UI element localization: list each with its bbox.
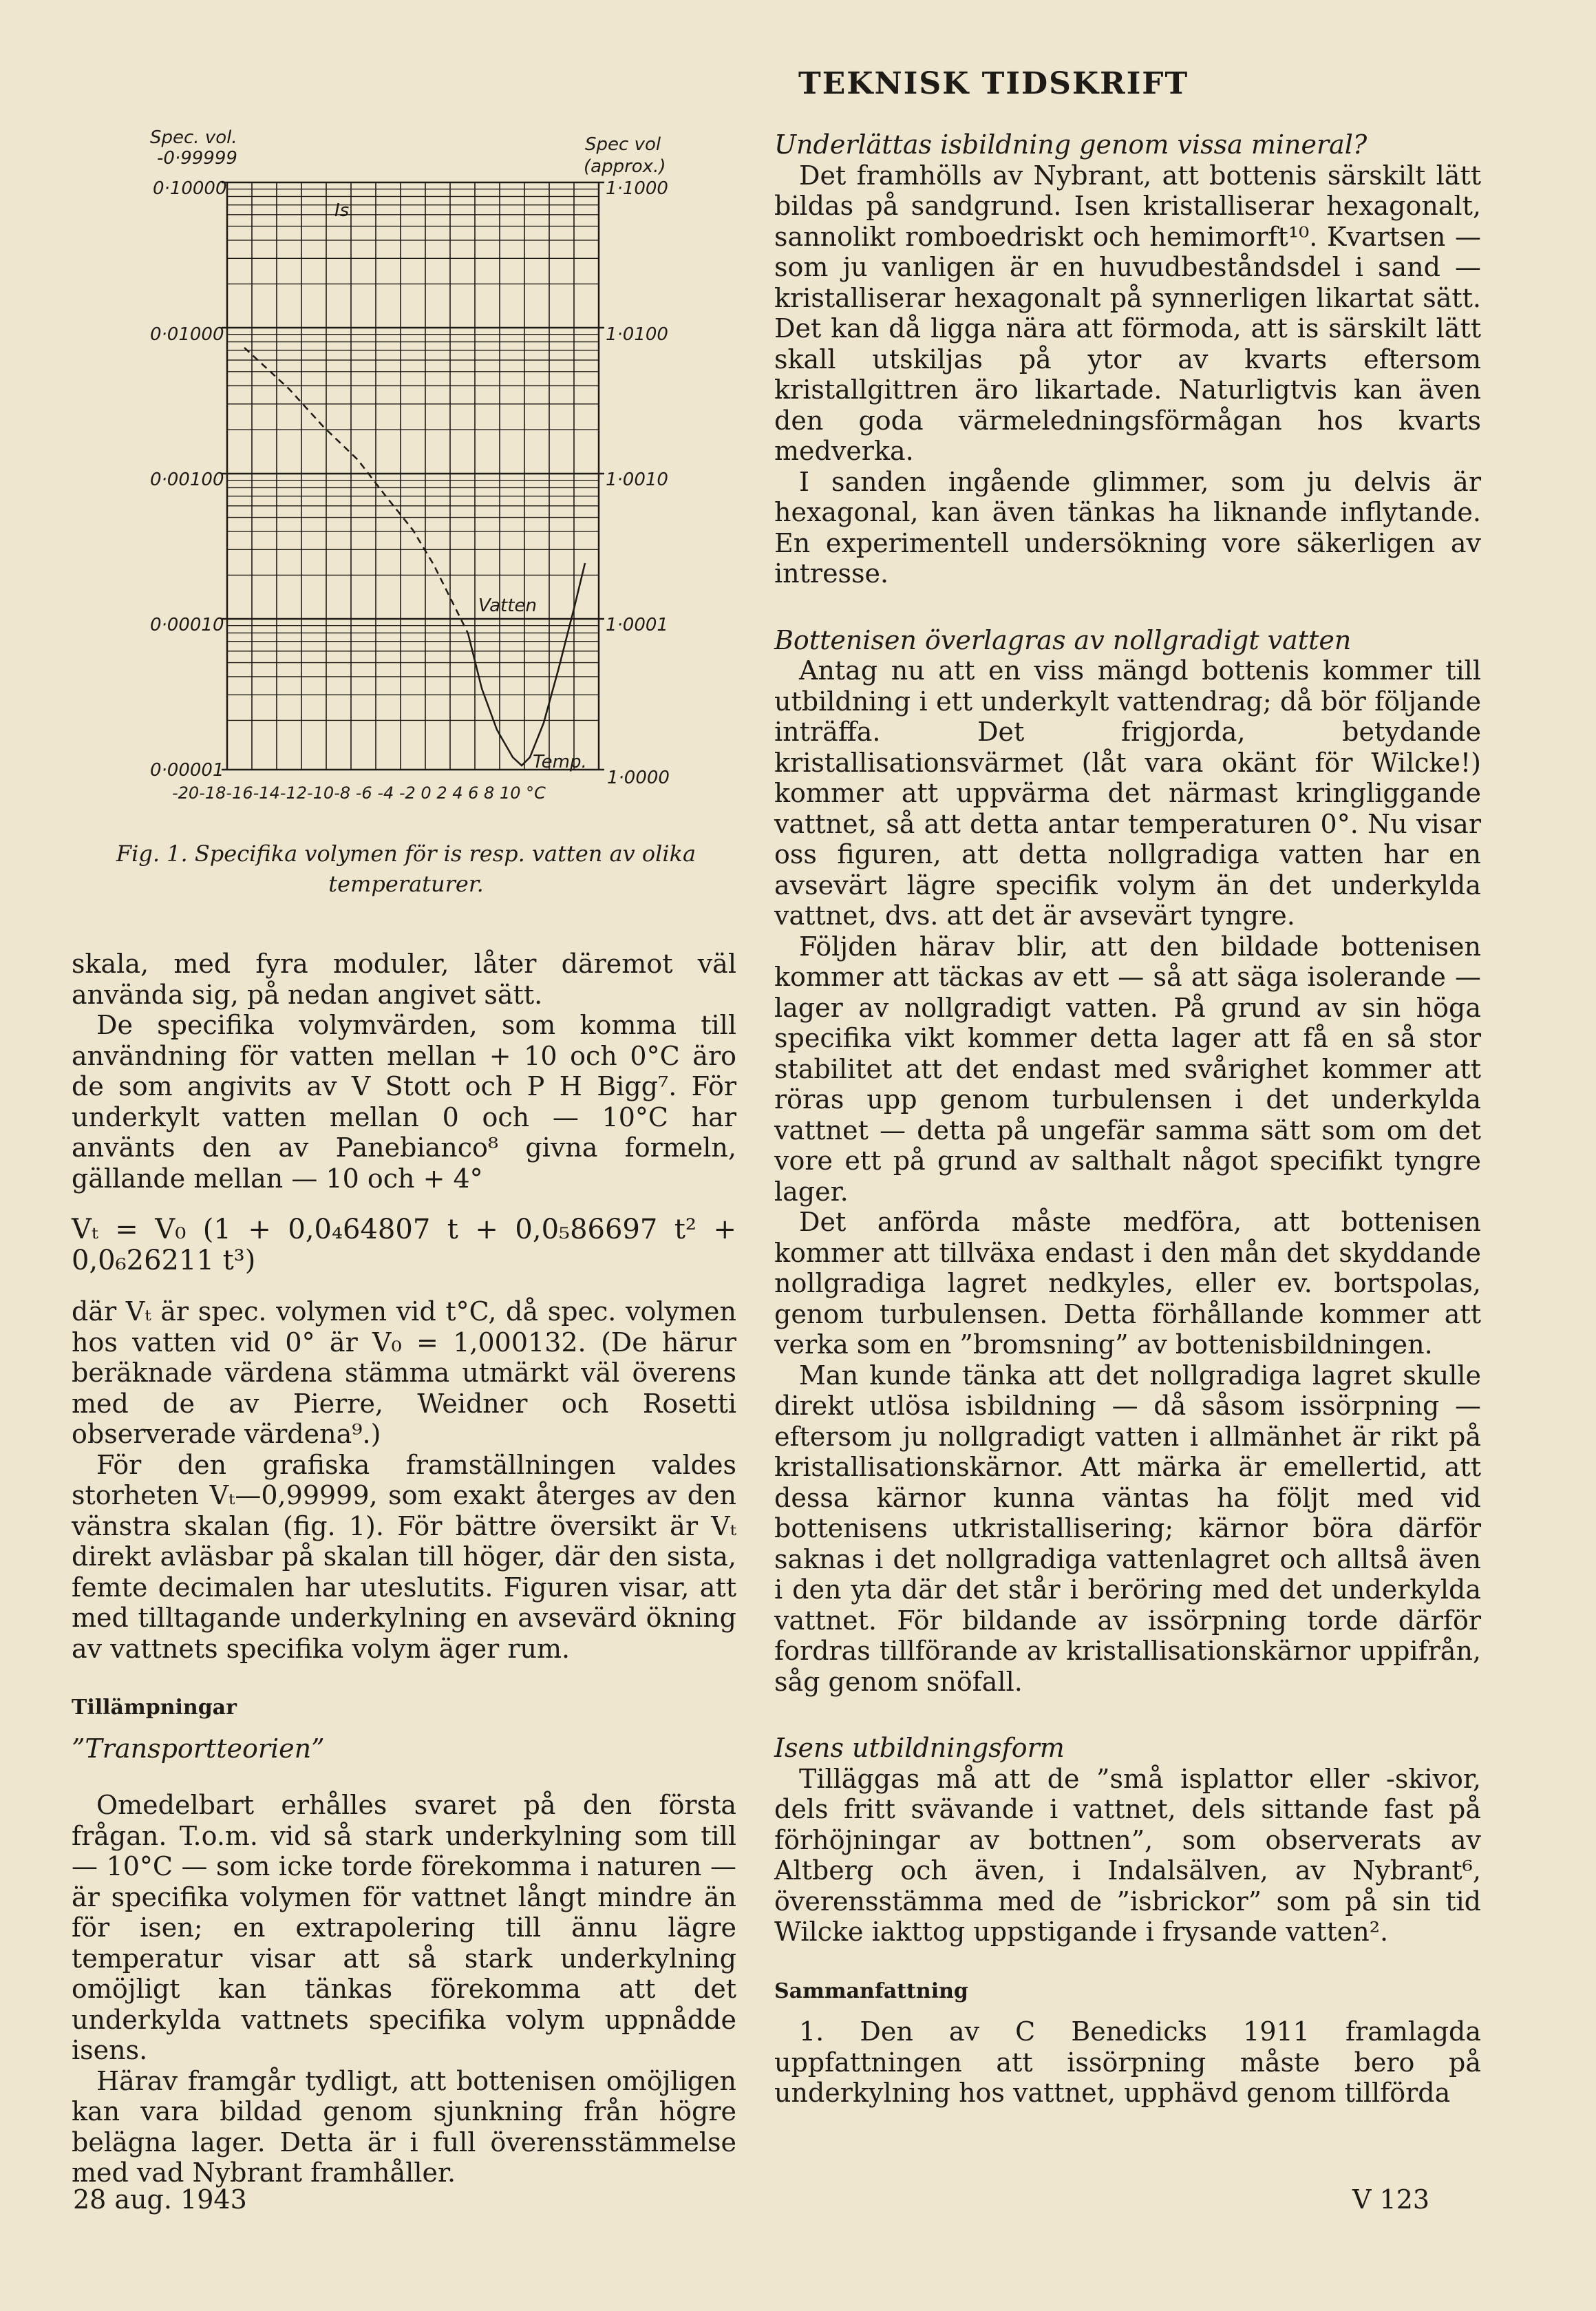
section-heading: Tillämpningar bbox=[72, 1696, 237, 1720]
ice-curve bbox=[244, 348, 468, 633]
left-tick-0: 0·10000 bbox=[153, 178, 227, 199]
left-axis-title-1: Spec. vol. bbox=[150, 127, 237, 148]
left-paragraph-2: De specifika volymvärden, som komma till användning för vatten mellan + 10 och 0°C äro de som angivits av V Stott och P H Bigg⁷. För underkylt vatten mellan 0 och — 10°C har använts den av Panebianco⁸ givna formeln, gällande mellan — 10 och + 4° bbox=[72, 1010, 736, 1194]
right-column bbox=[774, 129, 1481, 2109]
journal-title: TEKNISK TIDSKRIFT bbox=[798, 66, 1189, 101]
footer-date: 28 aug. 1943 bbox=[73, 2184, 247, 2215]
subheading: ”Transportteorien” bbox=[72, 1733, 325, 1764]
chart-curves bbox=[244, 348, 585, 766]
right-paragraph-4: Följden härav blir, att den bildade bottenisen kommer att täckas av ett — så att säga isolerande — lager av nollgradigt vatten. På grund av sin höga specifika vikt kommer detta lager att få en så stor stabilitet att det endast med svårighet kommer att röras upp genom turbulensen i det underkylda vattnet — detta på ungefär samma sätt som om det vore ett på grund av salthalt något specifikt tyngre lager. bbox=[774, 931, 1481, 1207]
left-paragraph-1: skala, med fyra moduler, låter däremot väl använda sig, på nedan angivet sätt. bbox=[72, 949, 736, 1010]
x-tick-labels: -20-18-16-14-12-10-8 -6 -4 -2 0 2 4 6 8 10 °C bbox=[172, 783, 546, 803]
left-paragraph-4: För den grafiska framställningen valdes storheten Vₜ—0,99999, som exakt återges av den vänstra skalan (fig. 1). För bättre översikt är Vₜ direkt avläsbar på skalan till höger, där den sista, femte decimalen har uteslutits. Figuren visar, att med tilltagande underkylning en avsevärd ökning av vattnets specifika volym äger rum. bbox=[72, 1449, 736, 1664]
right-paragraph-7: Tilläggas må att de ”små isplattor eller -skivor, dels fritt svävande i vattnet, dels sittande fast på förhöjningar av bottnen”, som observerats av Altberg och även, i Indalsälven, av Nybrant⁶, överensstämma med de ”isbrickor” som på sin tid Wilcke iakttog uppstigande i frysande vatten². bbox=[774, 1763, 1481, 1947]
label-is: Is bbox=[334, 200, 350, 221]
right-tick-3: 1·0001 bbox=[606, 615, 668, 635]
left-column bbox=[72, 949, 736, 2188]
label-vatten: Vatten bbox=[478, 595, 537, 616]
right-paragraph-5: Det anförda måste medföra, att bottenisen kommer att tillväxa endast i den mån det skyddande nollgradiga lagret nedkyles, eller ev. bortspolas, genom turbulensen. Detta förhållande kommer att verka som en ”bromsning” av bottenisbildningen. bbox=[774, 1207, 1481, 1360]
right-tick-0: 1·1000 bbox=[606, 178, 668, 199]
right-axis-title-1: Spec vol bbox=[585, 134, 661, 155]
chart-grid bbox=[222, 182, 604, 770]
right-tick-4: 1·0000 bbox=[607, 768, 670, 788]
right-heading-3: Isens utbildningsform bbox=[774, 1733, 1065, 1763]
equation: Vₜ = V₀ (1 + 0,0₄64807 t + 0,0₅86697 t² + 0,0₆26211 t³) bbox=[72, 1214, 736, 1276]
left-paragraph-3: där Vₜ är spec. volymen vid t°C, då spec. volymen hos vatten vid 0° är V₀ = 1,000132. (De härur beräknade värdena stämma utmärkt väl överens med de av Pierre, Weidner och Rosetti observerade värdena⁹.) bbox=[72, 1296, 736, 1449]
footer-page-number: V 123 bbox=[1352, 2184, 1430, 2215]
right-paragraph-1: Det framhölls av Nybrant, att bottenis särskilt lätt bildas på sandgrund. Isen kristalliserar hexagonalt, sannolikt romboedriskt och hemimorft¹⁰. Kvartsen — som ju vanligen är en huvudbeståndsdel i sand — kristalliserar hexagonalt på synnerligen likartat sätt. Det kan då ligga nära att förmoda, att is särskilt lätt skall utskiljas på ytor av kvarts eftersom kristallgittren äro likartade. Naturligtvis kan även den goda värmeledningsförmågan hos kvarts medverka. bbox=[774, 160, 1481, 466]
right-paragraph-8: 1. Den av C Benedicks 1911 framlagda uppfattningen att issörpning måste bero på underkylning hos vattnet, upphävd genom tillförda bbox=[774, 2016, 1481, 2108]
water-curve bbox=[468, 563, 585, 766]
right-heading-1: Underlättas isbildning genom vissa mineral? bbox=[774, 129, 1368, 160]
left-tick-2: 0·00100 bbox=[150, 469, 224, 490]
right-paragraph-2: I sanden ingående glimmer, som ju delvis är hexagonal, kan även tänkas ha liknande inflytande. En experimentell undersökning vore säkerligen av intresse. bbox=[774, 466, 1481, 589]
left-axis-title-2: -0·99999 bbox=[157, 148, 237, 169]
right-paragraph-6: Man kunde tänka att det nollgradiga lagret skulle direkt utlösa isbildning — då såsom issörpning — eftersom ju nollgradigt vatten i allmänhet är rikt på kristallisationskärnor. Att märka är emellertid, att dessa kärnor kunna väntas ha följt med vid bottenisens utkristallisering; kärnor böra därför saknas i det nollgradiga vattenlagret och alltså även i den yta där det står i beröring med det underkylda vattnet. För bildande av issörpning torde därför fordras tillförande av kristallisationskärnor uppifrån, såg genom snöfall. bbox=[774, 1360, 1481, 1697]
left-paragraph-6: Härav framgår tydligt, att bottenisen omöjligen kan vara bildad genom sjunkning från högre belägna lager. Detta är i full överensstämmelse med vad Nybrant framhåller. bbox=[72, 2065, 736, 2188]
figure-caption: Fig. 1. Specifika volymen för is resp. vatten av olika temperaturer. bbox=[116, 841, 696, 897]
right-axis-title-2: (approx.) bbox=[584, 156, 666, 177]
right-heading-4: Sammanfattning bbox=[774, 1978, 968, 2003]
left-tick-4: 0·00001 bbox=[150, 760, 224, 781]
right-tick-1: 1·0100 bbox=[606, 324, 668, 345]
right-heading-2: Bottenisen överlagras av nollgradigt vatten bbox=[774, 624, 1352, 655]
label-temp: Temp. bbox=[533, 752, 587, 772]
left-paragraph-5: Omedelbart erhålles svaret på den första frågan. T.o.m. vid så stark underkylning som till — 10°C — som icke torde förekomma i naturen — är specifika volymen för vattnet långt mindre än för isen; en extrapolering till ännu lägre temperatur visar att så stark underkylning omöjligt kan tänkas förekomma att det underkylda vattnets specifika volym uppnådde isens. bbox=[72, 1790, 736, 2065]
right-paragraph-3: Antag nu att en viss mängd bottenis kommer till utbildning i ett underkylt vattendrag; då bör följande inträffa. Det frigjorda, betydande kristallisationsvärmet (låt vara okänt för Wilcke!) kommer att uppvärma det närmast kringliggande vattnet, så att detta antar temperaturen 0°. Nu visar oss figuren, att detta nollgradiga vatten har en avsevärt lägre specifik volym än det underkylda vattnet, dvs. att det är avsevärt tyngre. bbox=[774, 655, 1481, 931]
left-tick-3: 0·00010 bbox=[150, 615, 224, 635]
right-tick-2: 1·0010 bbox=[606, 469, 668, 490]
left-tick-1: 0·01000 bbox=[150, 324, 224, 345]
figure-1-chart bbox=[0, 0, 743, 826]
